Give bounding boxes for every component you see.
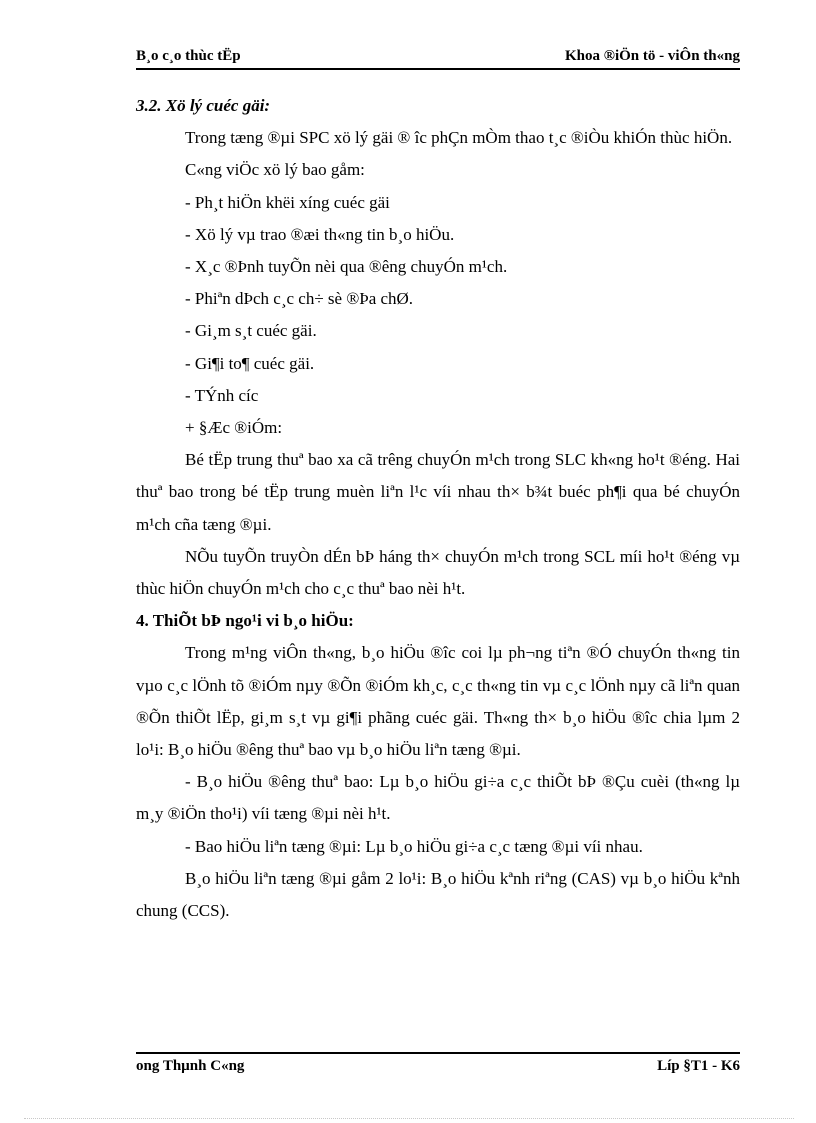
list-item: + §Æc ®iÓm: (185, 418, 283, 438)
header-right-text: Khoa ®iÖn tö - viÔn th«ng (565, 48, 740, 64)
paragraph-intro: Trong tæng ®µi SPC xö lý gäi ® îc phÇn mÒm thao t¸c ®iÒu khiÓn thùc hiÖn. (185, 128, 733, 148)
list-item: - Phiªn dÞch c¸c ch÷ sè ®Þa chØ. (185, 289, 414, 309)
list-item: - Gi¸m s¸t cuéc gäi. (185, 321, 317, 341)
footer-author: ong Thµnh C«ng (136, 1058, 245, 1074)
paragraph-transmission-failure: NÕu tuyÕn truyÒn dÉn bÞ háng th× chuyÓn m¹ch trong SCL míi ho¹t ®éng vµ thùc hiÖn chuyÓn m¹ch cho c¸c thuª bao nèi h¹t. (136, 546, 740, 599)
paragraph-remote-concentrator: Bé tËp trung thuª bao xa cã trêng chuyÓn m¹ch trong SLC kh«ng ho¹t ®éng. Hai thuª bao trong bé tËp trung muèn liªn l¹c víi nhau th× b¾t buéc ph¶i qua bé chuyÓn m¹ch cña tæng ®µi. (136, 450, 740, 534)
page-header (136, 48, 740, 68)
list-item: - Xö lý vµ trao ®æi th«ng tin b¸o hiÖu. (185, 224, 455, 244)
list-item: - Ph¸t hiÖn khëi xíng cuéc gäi (185, 192, 390, 212)
page-footer (136, 1058, 740, 1078)
paragraph-inter-exchange-signaling: - Bao hiÖu liªn tæng ®µi: Lµ b¸o hiÖu gi÷a c¸c tæng ®µi víi nhau. (185, 836, 643, 856)
header-divider (136, 68, 740, 70)
section-heading-4: 4. ThiÕt bÞ ngo¹i vi b¸o hiÖu: (136, 611, 354, 631)
paragraph-subscriber-line-signaling: - B¸o hiÖu ®êng thuª bao: Lµ b¸o hiÖu gi÷a c¸c thiÕt bÞ ®Çu cuèi (th«ng lµ m¸y ®iÖn tho¹i) víi tæng ®µi nèi h¹t. (136, 772, 740, 824)
footer-class: Líp §T1 - K6 (657, 1058, 740, 1074)
section-heading-3-2: 3.2. Xö lý cuéc gäi: (136, 96, 271, 115)
list-item: - X¸c ®Þnh tuyÕn nèi qua ®êng chuyÓn m¹ch. (185, 257, 508, 277)
document-body (136, 90, 740, 927)
paragraph-signaling-types: B¸o hiÖu liªn tæng ®µi gåm 2 lo¹i: B¸o hiÖu kªnh riªng (CAS) vµ b¸o hiÖu kªnh chung (CCS). (136, 868, 740, 921)
footer-divider (136, 1052, 740, 1054)
paragraph-signaling-definition: Trong m¹ng viÔn th«ng, b¸o hiÖu ®îc coi lµ ph¬ng tiªn ®Ó chuyÓn th«ng tin vµo c¸c lÖnh tõ ®iÓm nµy ®Õn ®iÓm kh¸c, c¸c th«ng tin vµ c¸c lÖnh nµy cã liªn quan ®Õn thiÕt lËp, gi¸m s¸t vµ gi¶i phãng cuéc gäi. Th«ng th× b¸o hiÖu ®îc chia lµm 2 lo¹i: B¸o hiÖu ®êng thuª bao vµ b¸o hiÖu liªn tæng ®µi. (136, 643, 740, 760)
header-left-text: B¸o c¸o thùc tËp (136, 48, 241, 64)
page-bottom-edge (24, 1118, 794, 1119)
paragraph-tasks-intro: C«ng viÖc xö lý bao gåm: (185, 160, 365, 180)
list-item: - TÝnh cíc (185, 385, 259, 405)
list-item: - Gi¶i to¶ cuéc gäi. (185, 353, 315, 373)
